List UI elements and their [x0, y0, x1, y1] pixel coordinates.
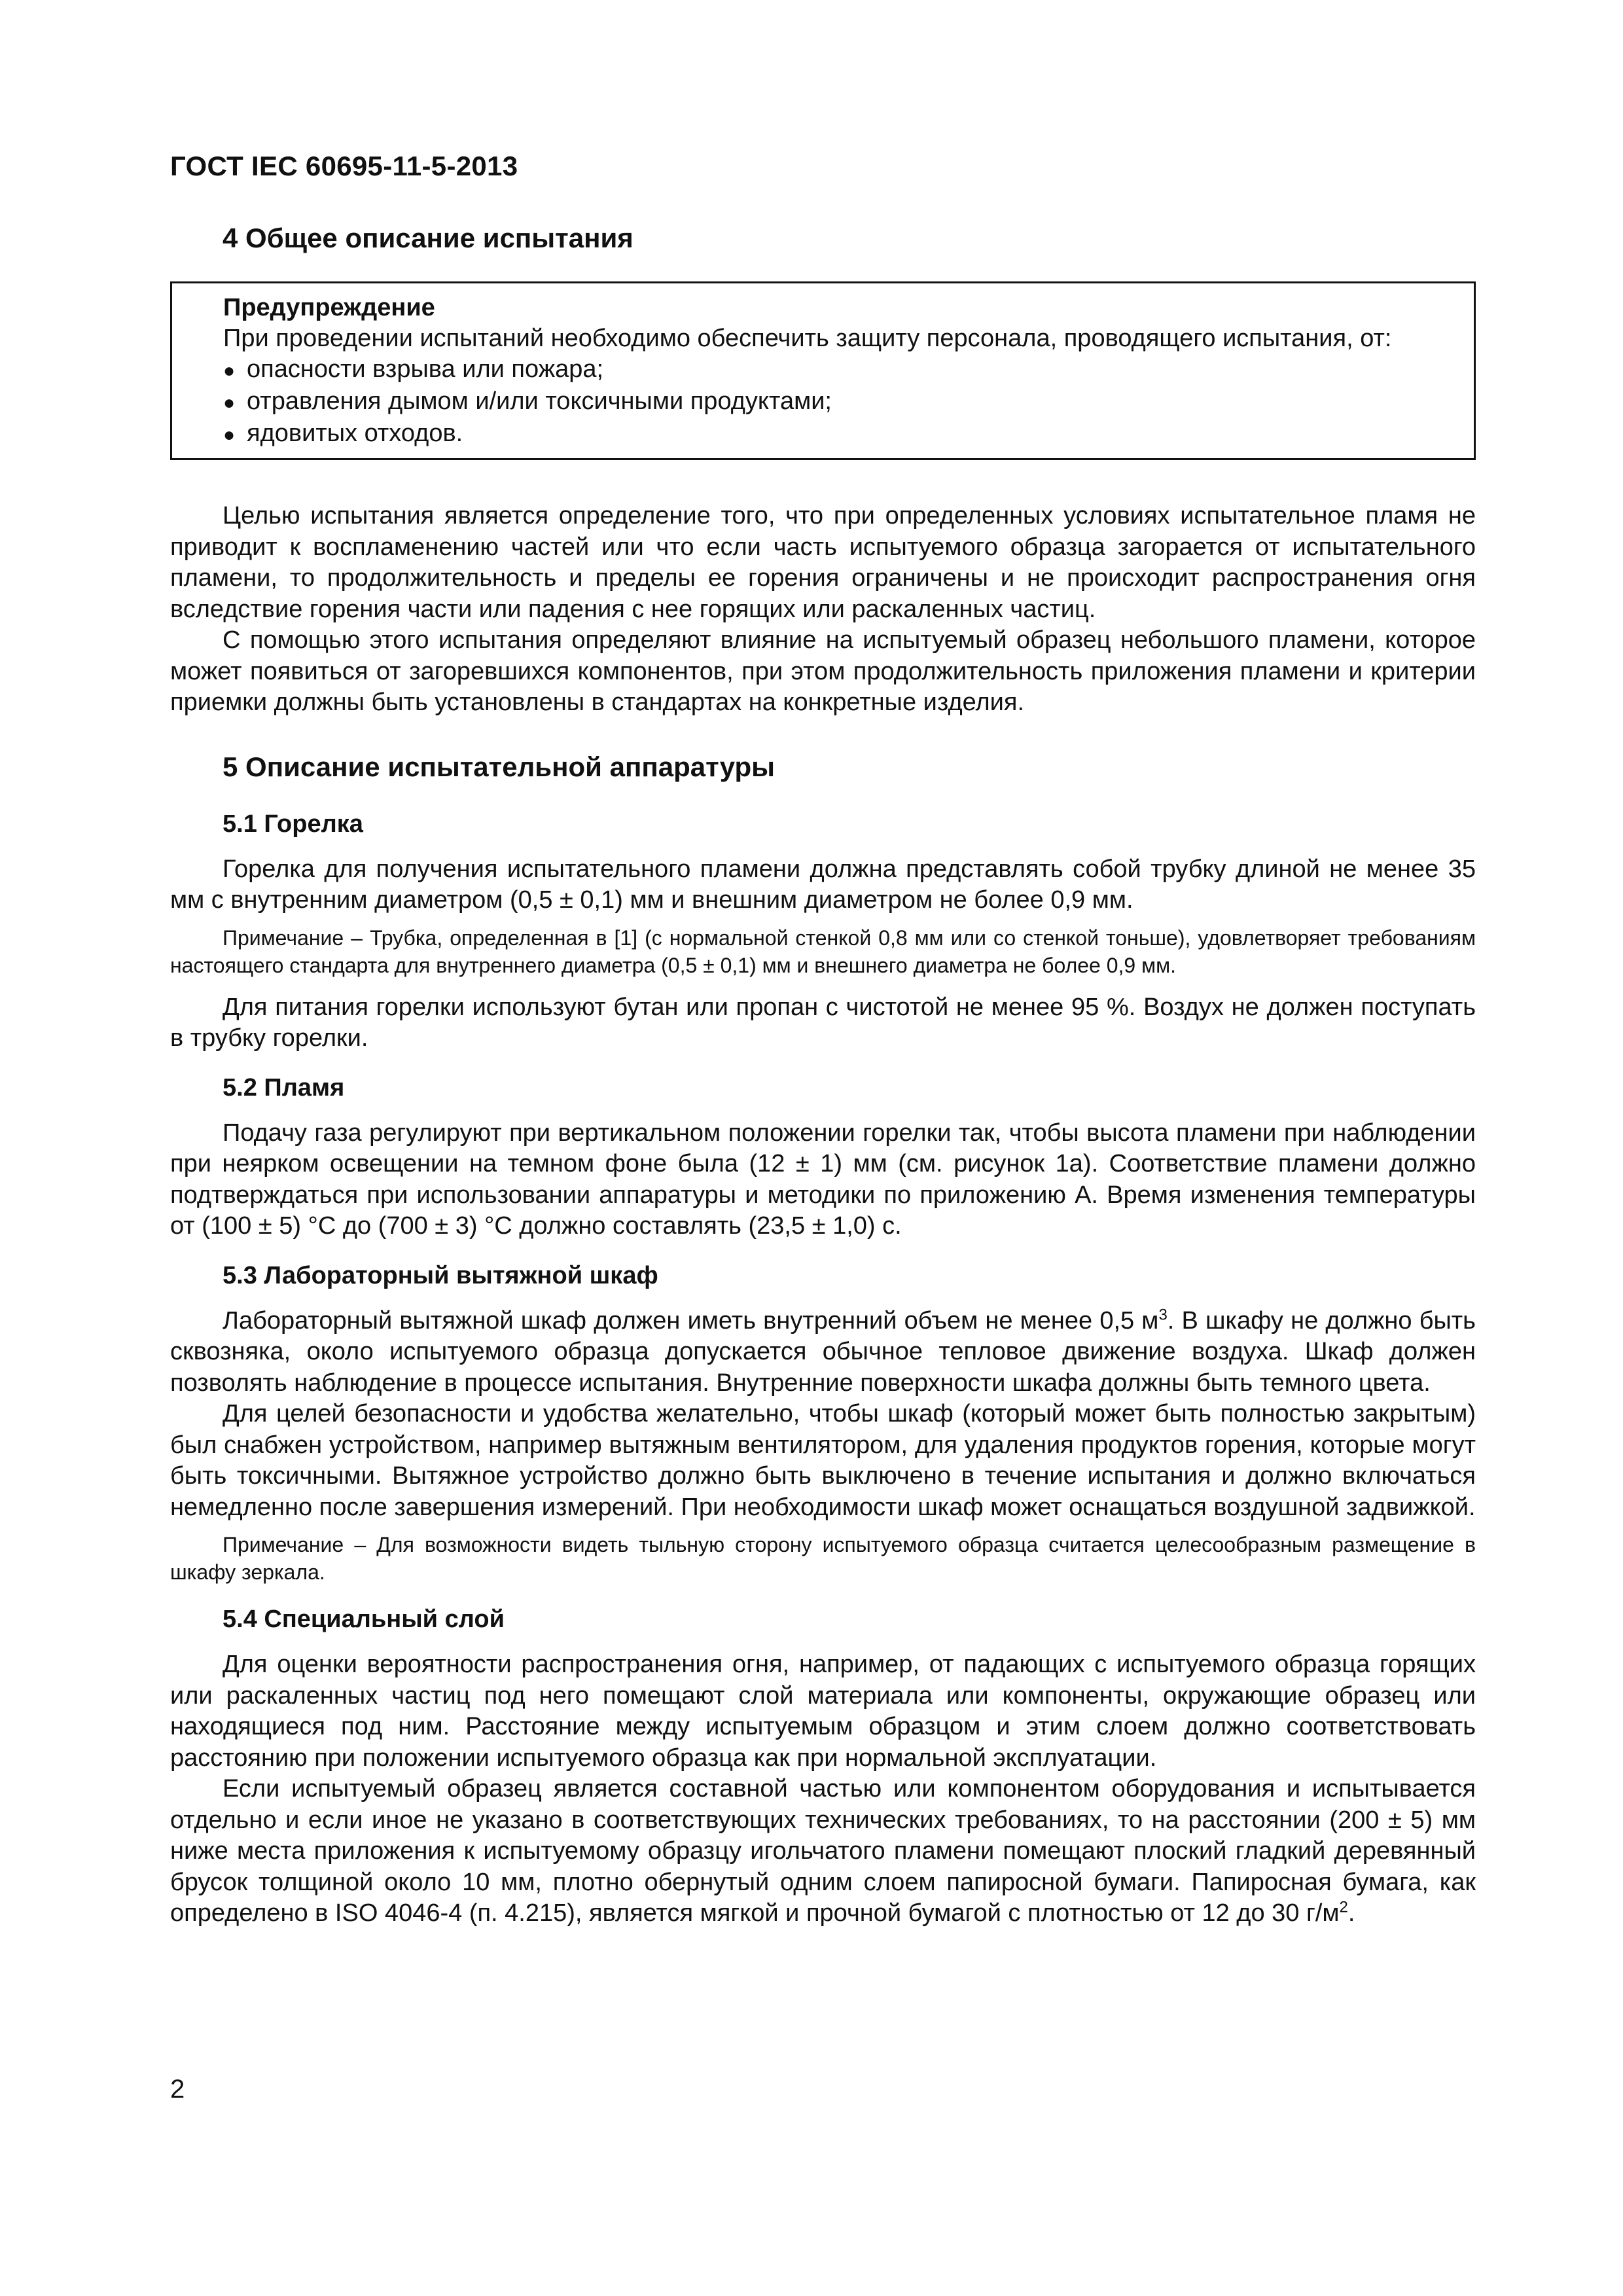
text-run: Лабораторный вытяжной шкаф должен иметь внутренний объем не менее 0,5 м: [223, 1306, 1159, 1335]
subsection-5-3-note: Примечание – Для возможности видеть тыльную сторону испытуемого образца считается целесообразным размещение в шкафу зеркала.: [170, 1533, 1476, 1584]
subsection-5-1-note: Примечание – Трубка, определенная в [1] (с нормальной стенкой 0,8 мм или со стенкой тоньше), удовлетворяет требованиям настоящего стандарта для внутреннего диаметра (0,5 ± 0,1) мм и внешнего диаметра не более 0,9 мм.: [170, 925, 1476, 977]
bullet-icon: ●: [223, 392, 236, 414]
page-number: 2: [170, 2075, 185, 2104]
section-4-title: 4 Общее описание испытания: [223, 223, 633, 253]
subsection-5-4-paragraph: Для оценки вероятности распространения огня, например, от падающих с испытуемого образца горящих или раскаленных частиц под него помещают слой материала или компоненты, окружающие образец или находящиеся под ним. Расстояние между испытуемым образцом и этим слоем должно соответствовать расстоянию при положении испытуемого образца как при нормальной эксплуатации.: [170, 1651, 1476, 1772]
warning-item-text: ядовитых отходов.: [247, 420, 463, 447]
section-4-paragraph: Целью испытания является определение того, что при определенных условиях испытательное пламя не приводит к воспламенению частей или что если часть испытуемого образца загорается от испытательного пламени, то продолжительность и пределы ее горения ограничены и не происходит распространения огня вследствие горения части или падения с нее горящих или раскаленных частиц.: [170, 502, 1476, 623]
warning-box: [170, 281, 1476, 460]
warning-title: Предупреждение: [223, 294, 435, 321]
warning-intro: При проведении испытаний необходимо обеспечить защиту персонала, проводящего испытания, от:: [223, 325, 1392, 352]
subsection-5-4-title: 5.4 Специальный слой: [223, 1605, 505, 1633]
document-code-header: ГОСТ IEC 60695-11-5-2013: [170, 151, 518, 181]
subsection-5-2-paragraph: Подачу газа регулируют при вертикальном положении горелки так, чтобы высота пламени при наблюдении при неярком освещении на темном фоне была (12 ± 1) мм (см. рисунок 1а). Соответствие пламени должно подтверждаться при использовании аппаратуры и методики по приложению А. Время изменения температуры от (100 ± 5) °С до (700 ± 3) °С должно составлять (23,5 ± 1,0) с.: [170, 1119, 1476, 1240]
text-run: . В шкафу не должно быть сквозняка, около испытуемого образца допускается обычное тепловое движение воздуха. Шкаф должен позволять наблюдение в процессе испытания. Внутренние поверхности шкафа должны быть темного цвета.: [170, 1306, 1476, 1397]
warning-list-item: [223, 386, 1454, 418]
warning-list-item: [223, 354, 1454, 386]
bullet-icon: ●: [223, 360, 236, 382]
superscript: 3: [1158, 1305, 1168, 1323]
text-run: .: [1347, 1899, 1355, 1927]
warning-list: [223, 354, 1454, 450]
warning-list-item: [223, 418, 1454, 450]
subsection-5-2-title: 5.2 Пламя: [223, 1073, 345, 1102]
subsection-5-1-paragraph: Горелка для получения испытательного пламени должна представлять собой трубку длиной не менее 35 мм с внутренним диаметром (0,5 ± 0,1) мм и внешним диаметром не более 0,9 мм.: [170, 855, 1476, 914]
bullet-icon: ●: [223, 424, 236, 446]
subsection-5-3-title: 5.3 Лабораторный вытяжной шкаф: [223, 1261, 658, 1289]
subsection-5-3-paragraph: Для целей безопасности и удобства желательно, чтобы шкаф (который может быть полностью закрытым) был снабжен устройством, например вытяжным вентилятором, для удаления продуктов горения, которые могут быть токсичными. Вытяжное устройство должно быть выключено в течение испытания и должно включаться немедленно после завершения измерений. При необходимости шкаф может оснащаться воздушной задвижкой.: [170, 1400, 1476, 1521]
subsection-5-1-title: 5.1 Горелка: [223, 810, 363, 838]
superscript: 2: [1339, 1898, 1348, 1916]
text-run: Если испытуемый образец является составной частью или компонентом оборудования и испытывается отдельно и если иное не указано в соответствующих технических требованиях, то на расстоянии (200 ± 5) мм ниже места приложения к испытуемому образцу игольчатого пламени помещают плоский гладкий деревянный брусок толщиной около 10 мм, плотно обернутый одним слоем папиросной бумаги. Папиросная бумага, как определено в ISO 4046-4 (п. 4.215), является мягкой и прочной бумагой с плотностью от 12 до 30 г/м: [170, 1775, 1476, 1927]
subsection-5-1-paragraph: Для питания горелки используют бутан или пропан с чистотой не менее 95 %. Воздух не должен поступать в трубку горелки.: [170, 993, 1476, 1052]
section-4-paragraph: С помощью этого испытания определяют влияние на испытуемый образец небольшого пламени, которое может появиться от загоревшихся компонентов, при этом продолжительность приложения пламени и критерии приемки должны быть установлены в стандартах на конкретные изделия.: [170, 626, 1476, 716]
subsection-5-4-paragraph: [170, 1774, 1476, 1929]
warning-item-text: опасности взрыва или пожара;: [247, 355, 604, 383]
section-5-title: 5 Описание испытательной аппаратуры: [223, 751, 776, 782]
subsection-5-3-paragraph: [170, 1306, 1476, 1399]
document-page: [170, 151, 1476, 1929]
warning-item-text: отравления дымом и/или токсичными продуктами;: [247, 387, 832, 415]
